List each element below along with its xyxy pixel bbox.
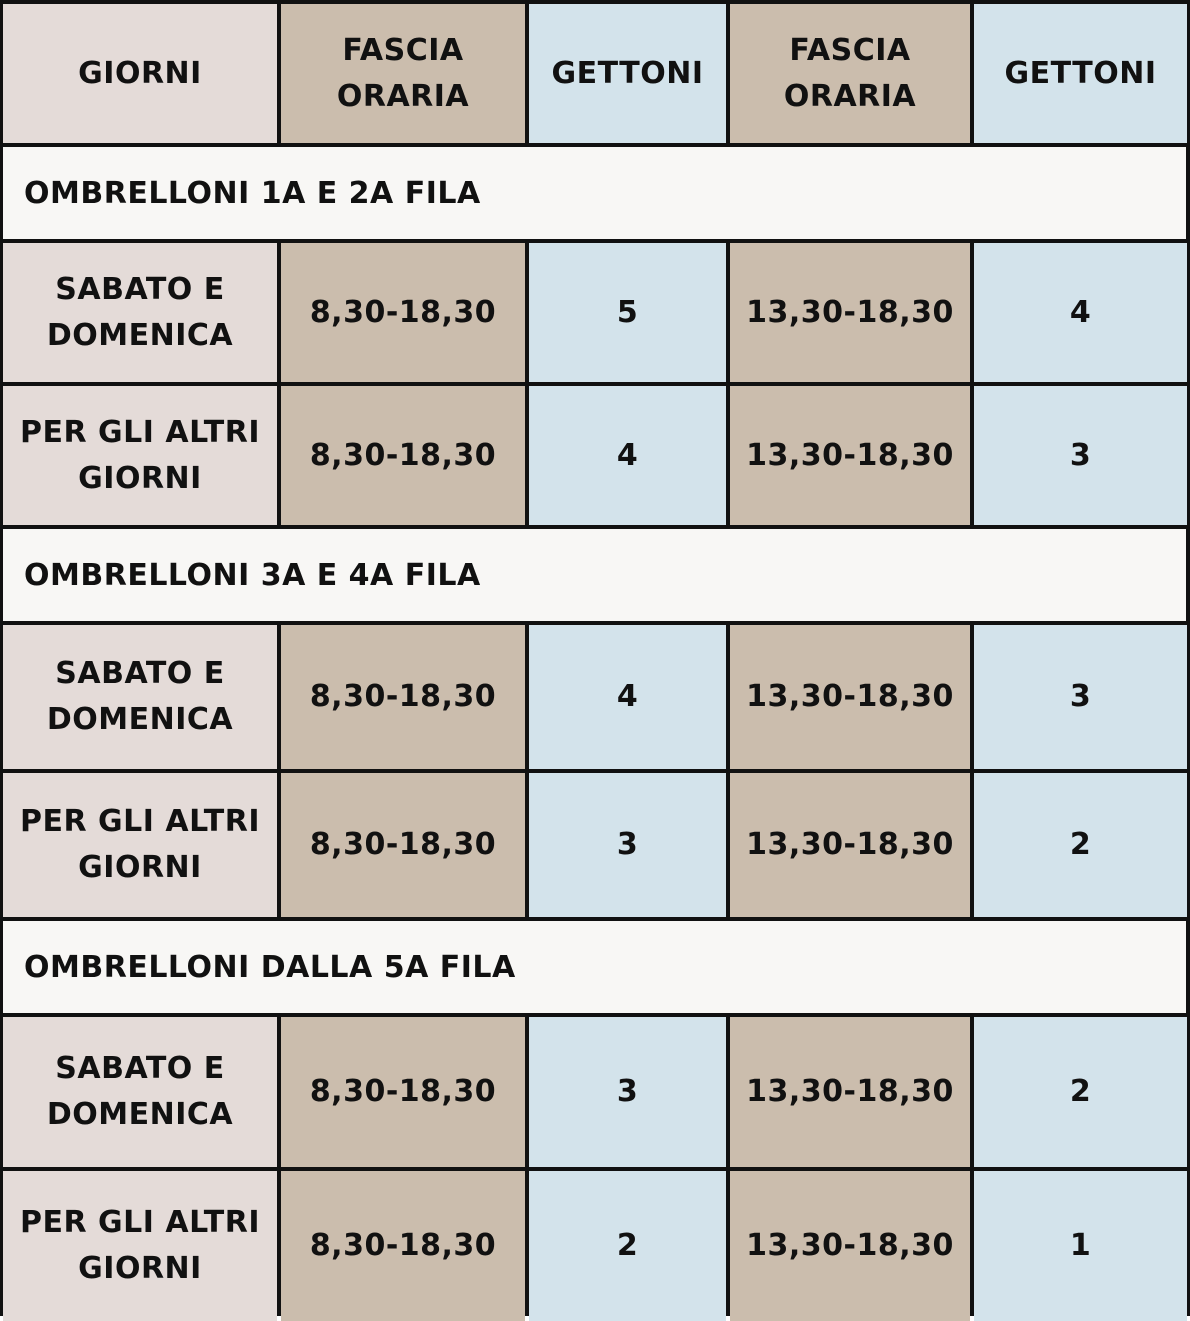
tokens-full-cell: 4 — [529, 386, 726, 525]
time-slot-afternoon-cell: 13,30-18,30 — [730, 1017, 970, 1167]
time-slot-afternoon-cell: 13,30-18,30 — [730, 386, 970, 525]
tokens-afternoon-cell: 3 — [974, 625, 1187, 769]
tokens-full-cell: 2 — [529, 1171, 726, 1321]
time-slot-afternoon-cell: 13,30-18,30 — [730, 243, 970, 382]
section-row — [3, 921, 1186, 1013]
header-gettoni-1: GETTONI — [529, 4, 726, 143]
tokens-afternoon-cell: 2 — [974, 1017, 1187, 1167]
section-row — [3, 529, 1186, 621]
day-cell: SABATO E DOMENICA — [3, 243, 277, 382]
tokens-full-cell: 4 — [529, 625, 726, 769]
day-cell: PER GLI ALTRI GIORNI — [3, 386, 277, 525]
table-row — [3, 1171, 1186, 1321]
header-row — [3, 4, 1186, 143]
table-row — [3, 243, 1186, 382]
day-cell: SABATO E DOMENICA — [3, 1017, 277, 1167]
table-row — [3, 625, 1186, 769]
day-cell: SABATO E DOMENICA — [3, 625, 277, 769]
time-slot-afternoon-cell: 13,30-18,30 — [730, 625, 970, 769]
time-slot-full-cell: 8,30-18,30 — [281, 243, 525, 382]
header-gettoni-2: GETTONI — [974, 4, 1187, 143]
tokens-afternoon-cell: 1 — [974, 1171, 1187, 1321]
section-title: OMBRELLONI 1A E 2A FILA — [3, 147, 1186, 239]
time-slot-afternoon-cell: 13,30-18,30 — [730, 773, 970, 917]
header-fascia-oraria-1: FASCIA ORARIA — [281, 4, 525, 143]
table-row — [3, 1017, 1186, 1167]
tokens-full-cell: 3 — [529, 1017, 726, 1167]
day-cell: PER GLI ALTRI GIORNI — [3, 1171, 277, 1321]
tokens-afternoon-cell: 4 — [974, 243, 1187, 382]
tokens-afternoon-cell: 2 — [974, 773, 1187, 917]
day-cell: PER GLI ALTRI GIORNI — [3, 773, 277, 917]
tokens-full-cell: 5 — [529, 243, 726, 382]
time-slot-full-cell: 8,30-18,30 — [281, 1171, 525, 1321]
time-slot-afternoon-cell: 13,30-18,30 — [730, 1171, 970, 1321]
tokens-full-cell: 3 — [529, 773, 726, 917]
tokens-afternoon-cell: 3 — [974, 386, 1187, 525]
time-slot-full-cell: 8,30-18,30 — [281, 773, 525, 917]
time-slot-full-cell: 8,30-18,30 — [281, 625, 525, 769]
table-row — [3, 773, 1186, 917]
time-slot-full-cell: 8,30-18,30 — [281, 1017, 525, 1167]
section-title: OMBRELLONI DALLA 5A FILA — [3, 921, 1186, 1013]
section-row — [3, 147, 1186, 239]
table-row — [3, 386, 1186, 525]
header-giorni: GIORNI — [3, 4, 277, 143]
section-title: OMBRELLONI 3A E 4A FILA — [3, 529, 1186, 621]
header-fascia-oraria-2: FASCIA ORARIA — [730, 4, 970, 143]
time-slot-full-cell: 8,30-18,30 — [281, 386, 525, 525]
